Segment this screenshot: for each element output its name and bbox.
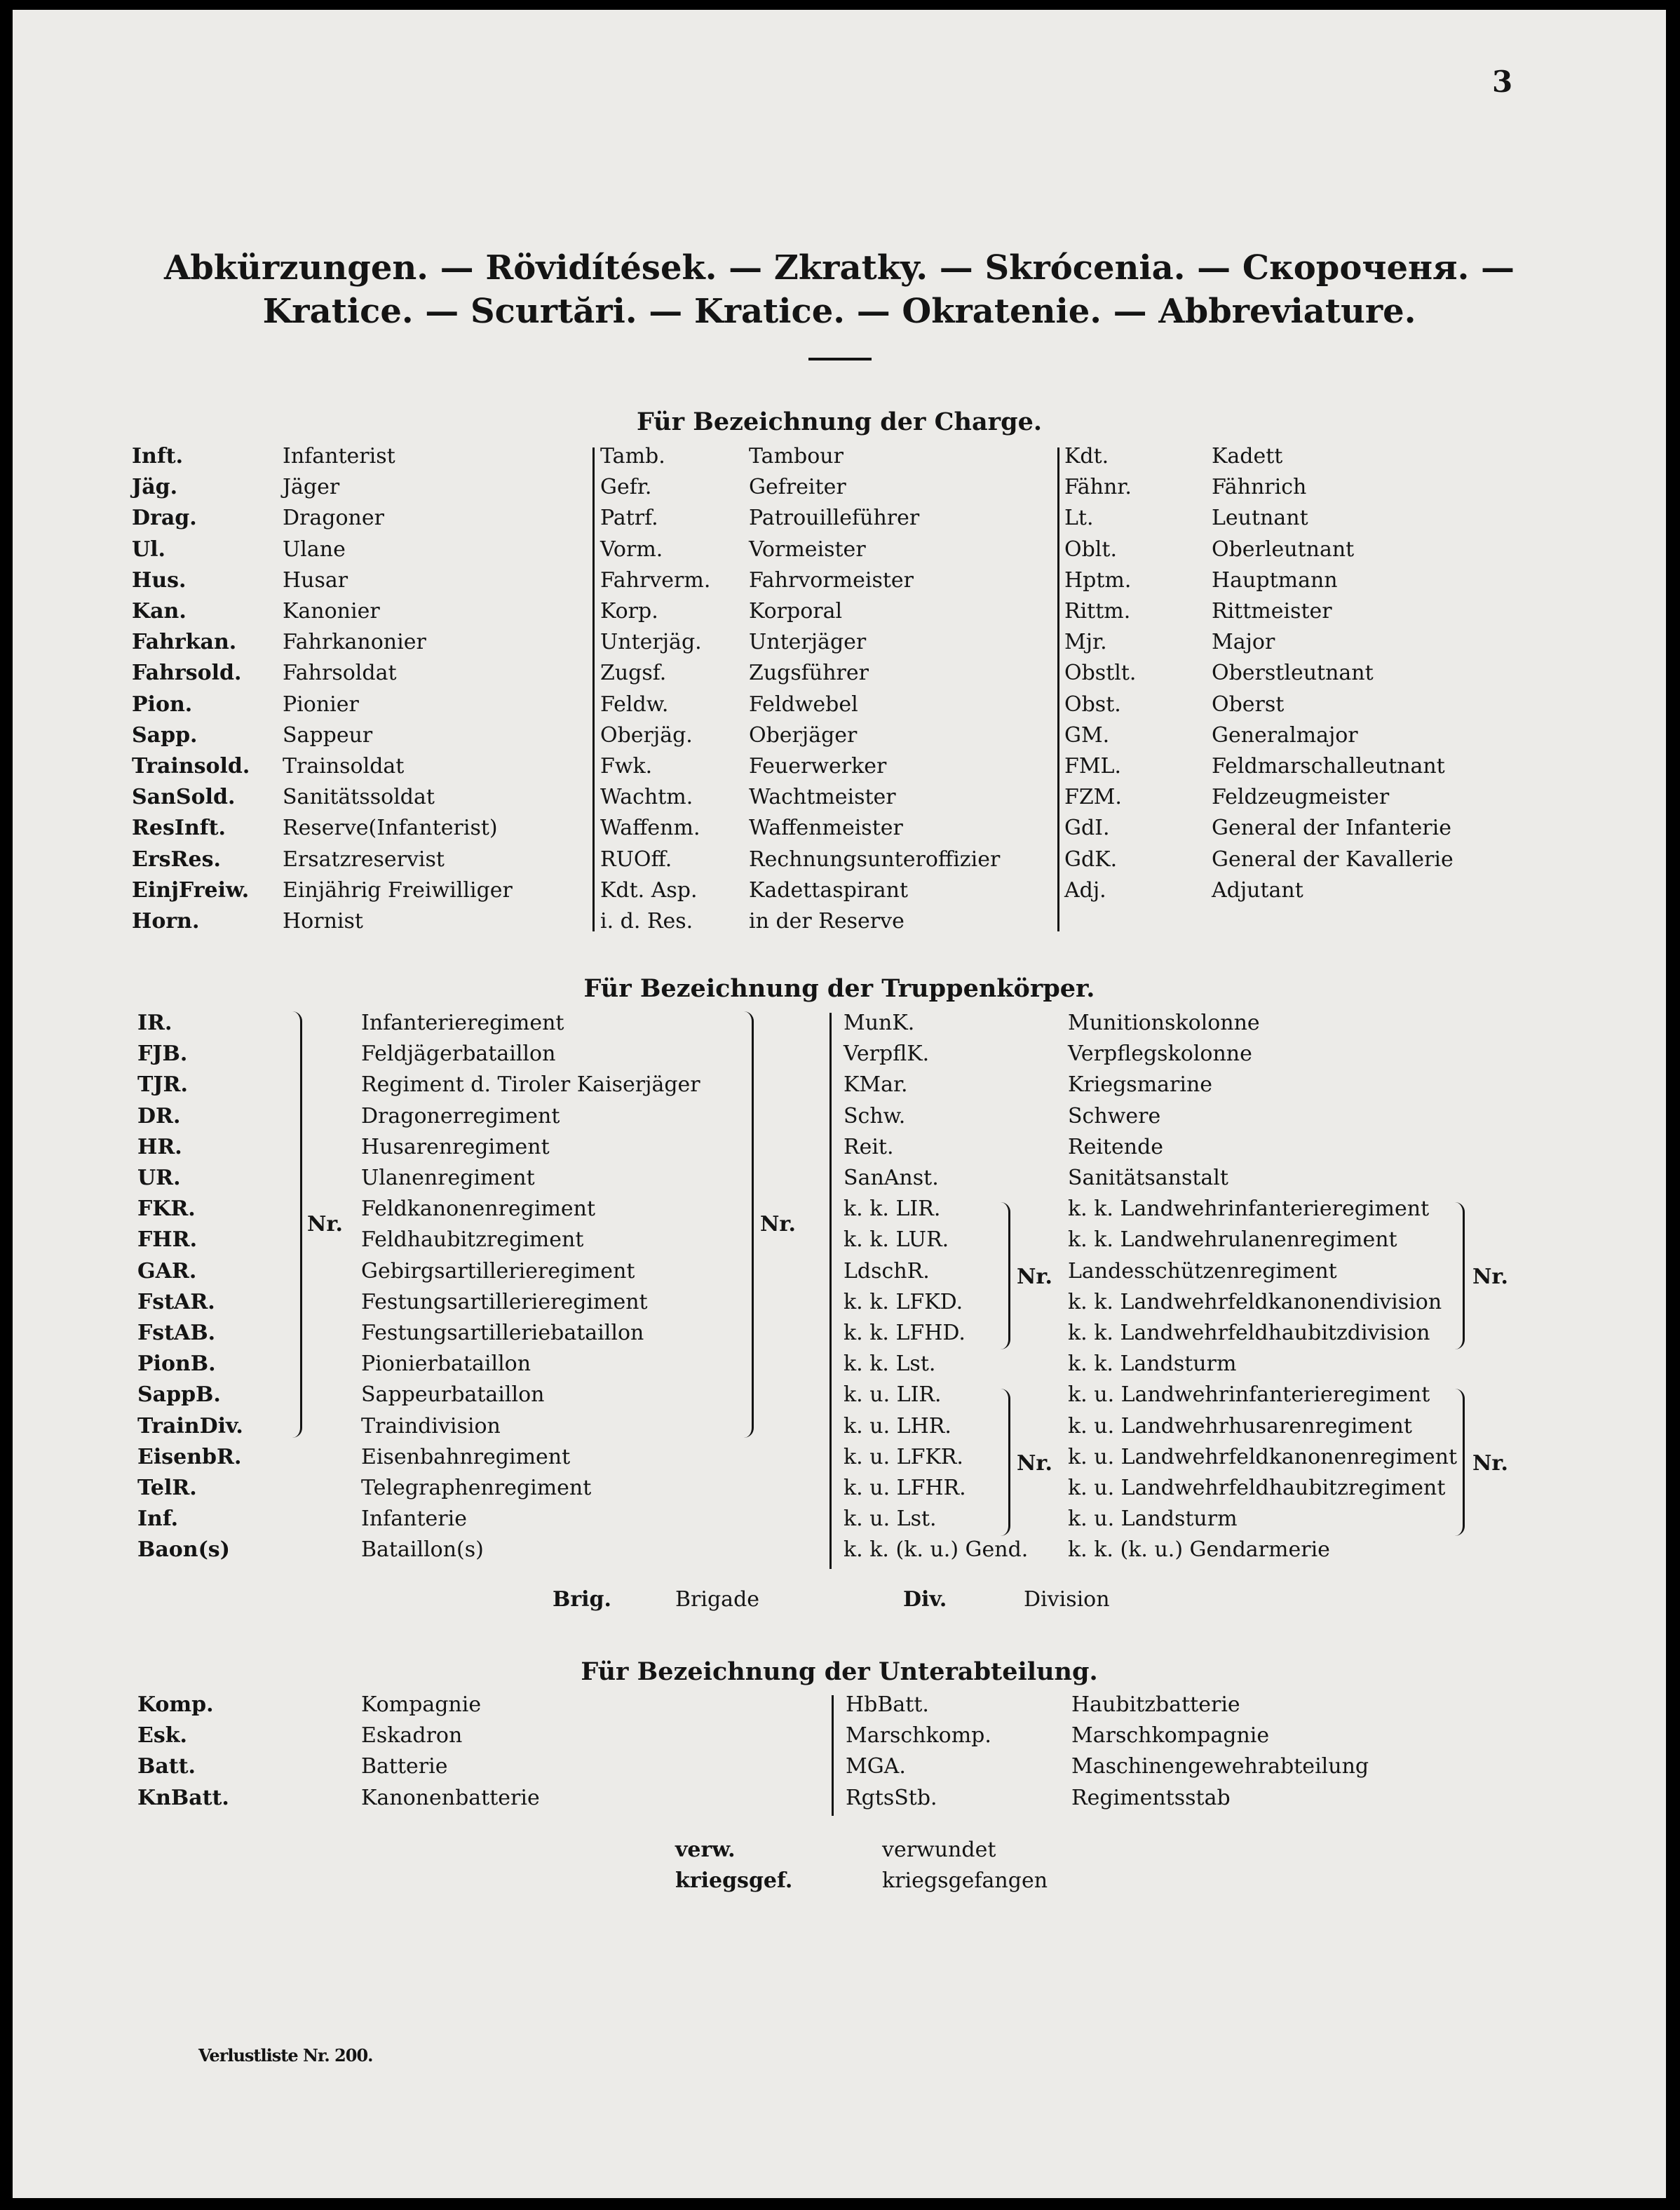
meaning: Kadettaspirant	[749, 877, 909, 903]
meaning: Oberjäger	[749, 722, 858, 748]
unter-heading: Für Bezeichnung der Unterabteilung.	[581, 1657, 1098, 1686]
abbreviation: Reit.	[844, 1134, 894, 1159]
meaning: Festungsartilleriebataillon	[361, 1321, 644, 1345]
meaning: Fähnrich	[1212, 475, 1307, 500]
meaning: Bataillon(s)	[361, 1537, 484, 1563]
abbreviation: FJB.	[137, 1042, 188, 1067]
meaning: Maschinengewehrabteilung	[1071, 1754, 1369, 1779]
abbreviation: Tamb.	[600, 444, 665, 469]
meaning: Eisenbahnregiment	[361, 1444, 571, 1469]
meaning: Unterjäger	[749, 630, 867, 655]
meaning: Feldkanonenregiment	[361, 1197, 596, 1222]
abbreviation: Oblt.	[1064, 537, 1117, 562]
abbreviation: Lt.	[1064, 506, 1094, 531]
meaning: Pionier	[283, 692, 359, 717]
meaning: Regimentsstab	[1071, 1785, 1231, 1810]
abbreviation: LdschR.	[844, 1258, 930, 1283]
meaning: Jäger	[283, 475, 340, 500]
abbreviation: k. k. LFHD.	[844, 1321, 966, 1345]
abbreviation: MGA.	[846, 1754, 906, 1779]
nr-label: Nr.	[307, 1212, 343, 1237]
abbreviation: Hptm.	[1064, 567, 1132, 593]
meaning: Infanterieregiment	[361, 1011, 564, 1035]
abbreviation: EinjFreiw.	[132, 877, 250, 903]
abbreviation: Batt.	[137, 1754, 196, 1779]
abbreviation: FstAR.	[137, 1289, 215, 1314]
meaning: Major	[1212, 630, 1275, 655]
abbreviation: k. u. LHR.	[844, 1413, 951, 1438]
abbreviation: TrainDiv.	[137, 1413, 243, 1438]
meaning: Kanonier	[283, 599, 380, 624]
abbreviation: SanAnst.	[844, 1166, 939, 1190]
abbreviation: SappB.	[137, 1382, 221, 1408]
abbreviation: k. u. LIR.	[844, 1382, 942, 1408]
truppen-heading: Für Bezeichnung der Truppenkörper.	[583, 974, 1095, 1003]
abbreviation: k. u. LFHR.	[844, 1476, 966, 1500]
abbreviation: HR.	[137, 1134, 182, 1159]
abbreviation: IR.	[137, 1011, 172, 1035]
abbreviation: k. u. Lst.	[844, 1507, 937, 1532]
meaning: Munitionskolonne	[1068, 1011, 1260, 1035]
abbreviation: UR.	[137, 1166, 181, 1190]
nr-label: Nr.	[760, 1212, 796, 1237]
abbreviation: KnBatt.	[137, 1785, 229, 1810]
meaning: Leutnant	[1212, 506, 1308, 531]
meaning: Ulane	[283, 537, 346, 562]
meaning: Husar	[283, 567, 348, 593]
abbreviation: Adj.	[1064, 877, 1106, 903]
abbreviation: Obst.	[1064, 692, 1121, 717]
abbreviation: SanSold.	[132, 785, 236, 810]
meaning: Feldjägerbataillon	[361, 1042, 556, 1067]
abbreviation: Fahrsold.	[132, 661, 242, 686]
abbreviation: k. u. LFKR.	[844, 1444, 963, 1469]
meaning: k. u. Landwehrhusarenregiment	[1068, 1413, 1412, 1438]
abbreviation: k. k. (k. u.) Gend.	[844, 1537, 1029, 1563]
abbreviation: Zugsf.	[600, 661, 667, 686]
meaning: k. k. Landsturm	[1068, 1352, 1237, 1377]
meaning: verwundet	[882, 1838, 996, 1862]
abbreviation: GdI.	[1064, 816, 1110, 841]
meaning: Sanitätsanstalt	[1068, 1166, 1228, 1190]
abbreviation: Vorm.	[600, 537, 663, 562]
meaning: Brigade	[675, 1587, 760, 1612]
abbreviation: Kan.	[132, 599, 187, 624]
column-divider	[829, 1013, 832, 1569]
abbreviation: Feldw.	[600, 692, 669, 717]
meaning: Sanitätssoldat	[283, 785, 435, 810]
meaning: Oberst	[1212, 692, 1285, 717]
abbreviation: Trainsold.	[132, 754, 250, 779]
meaning: Sappeur	[283, 722, 373, 748]
abbreviation: k. k. LUR.	[844, 1227, 949, 1253]
footer-note: Verlustliste Nr. 200.	[198, 2045, 373, 2066]
column-divider	[1057, 447, 1059, 931]
brace	[743, 1011, 754, 1438]
abbreviation: k. k. LFKD.	[844, 1289, 963, 1314]
meaning: Infanterist	[283, 444, 395, 469]
abbreviation: EisenbR.	[137, 1444, 242, 1469]
meaning: Vormeister	[749, 537, 866, 562]
abbreviation: Schw.	[844, 1103, 906, 1128]
meaning: Tambour	[749, 444, 844, 469]
meaning: Eskadron	[361, 1723, 463, 1749]
nr-label: Nr.	[1017, 1265, 1052, 1289]
abbreviation: Obstlt.	[1064, 661, 1137, 686]
meaning: Patrouilleführer	[749, 506, 920, 531]
meaning: Gebirgsartillerieregiment	[361, 1258, 635, 1283]
charge-heading: Für Bezeichnung der Charge.	[636, 407, 1043, 436]
meaning: Fahrvormeister	[749, 567, 914, 593]
meaning: Kompagnie	[361, 1692, 482, 1717]
meaning: Hauptmann	[1212, 567, 1338, 593]
meaning: k. k. Landwehrfeldhaubitzdivision	[1068, 1321, 1430, 1345]
title-divider	[808, 358, 872, 361]
abbreviation: Wachtm.	[600, 785, 693, 810]
abbreviation: TelR.	[137, 1476, 197, 1500]
abbreviation: RUOff.	[600, 847, 672, 872]
brace	[1000, 1389, 1010, 1536]
abbreviation: MunK.	[844, 1011, 915, 1035]
brace	[1000, 1202, 1010, 1349]
abbreviation: FZM.	[1064, 785, 1122, 810]
brace	[292, 1011, 302, 1438]
meaning: k. k. Landwehrinfanterieregiment	[1068, 1197, 1430, 1222]
abbreviation: FHR.	[137, 1227, 198, 1253]
abbreviation: FML.	[1064, 754, 1121, 779]
abbreviation: Inf.	[137, 1507, 179, 1532]
meaning: Dragoner	[283, 506, 384, 531]
meaning: k. k. Landwehrfeldkanonendivision	[1068, 1289, 1442, 1314]
meaning: kriegsgefangen	[882, 1868, 1048, 1893]
abbreviation: k. k. LIR.	[844, 1197, 941, 1222]
meaning: Dragonerregiment	[361, 1103, 560, 1128]
meaning: Pionierbataillon	[361, 1352, 531, 1377]
meaning: General der Kavallerie	[1212, 847, 1454, 872]
meaning: Marschkompagnie	[1071, 1723, 1270, 1749]
brace	[1454, 1389, 1465, 1536]
abbreviation: verw.	[675, 1838, 736, 1862]
abbreviation: HbBatt.	[846, 1692, 929, 1717]
meaning: k. u. Landsturm	[1068, 1507, 1238, 1532]
abbreviation: Fähnr.	[1064, 475, 1132, 500]
meaning: Traindivision	[361, 1413, 501, 1438]
abbreviation: Kdt.	[1064, 444, 1109, 469]
meaning: Rittmeister	[1212, 599, 1332, 624]
meaning: Haubitzbatterie	[1071, 1692, 1240, 1717]
meaning: Batterie	[361, 1754, 448, 1779]
document-page	[13, 10, 1666, 2198]
meaning: Telegraphenregiment	[361, 1476, 592, 1500]
abbreviation: Gefr.	[600, 475, 652, 500]
meaning: Sappeurbataillon	[361, 1382, 545, 1408]
meaning: k. u. Landwehrinfanterieregiment	[1068, 1382, 1430, 1408]
meaning: Rechnungsunteroffizier	[749, 847, 1001, 872]
abbreviation: ErsRes.	[132, 847, 221, 872]
abbreviation: Kdt. Asp.	[600, 877, 698, 903]
abbreviation: Brig.	[553, 1587, 611, 1612]
page-title-line-1: Abkürzungen. — Rövidítések. — Zkratky. — Skrócenia. — Скороченя. —	[163, 248, 1515, 288]
meaning: Ulanenregiment	[361, 1166, 535, 1190]
meaning: Feldzeugmeister	[1212, 785, 1390, 810]
abbreviation: Waffenm.	[600, 816, 700, 841]
abbreviation: Horn.	[132, 909, 200, 934]
meaning: Kanonenbatterie	[361, 1785, 540, 1810]
abbreviation: Fahrverm.	[600, 567, 711, 593]
meaning: Fahrkanonier	[283, 630, 426, 655]
meaning: Oberstleutnant	[1212, 661, 1374, 686]
meaning: Festungsartillerieregiment	[361, 1289, 648, 1314]
meaning: Reitende	[1068, 1134, 1164, 1159]
meaning: Fahrsoldat	[283, 661, 397, 686]
abbreviation: k. k. Lst.	[844, 1352, 936, 1377]
meaning: Oberleutnant	[1212, 537, 1355, 562]
page-number: 3	[1492, 65, 1513, 99]
abbreviation: FKR.	[137, 1197, 196, 1222]
abbreviation: kriegsgef.	[675, 1868, 793, 1893]
meaning: Infanterie	[361, 1507, 467, 1532]
meaning: Waffenmeister	[749, 816, 903, 841]
meaning: Generalmajor	[1212, 722, 1358, 748]
meaning: Schwere	[1068, 1103, 1161, 1128]
abbreviation: Korp.	[600, 599, 658, 624]
meaning: Feldmarschalleutnant	[1212, 754, 1445, 779]
abbreviation: Fahrkan.	[132, 630, 237, 655]
abbreviation: Sapp.	[132, 722, 198, 748]
abbreviation: Komp.	[137, 1692, 214, 1717]
meaning: Feldhaubitzregiment	[361, 1227, 584, 1253]
abbreviation: Drag.	[132, 506, 197, 531]
meaning: Adjutant	[1212, 877, 1303, 903]
abbreviation: TJR.	[137, 1072, 188, 1098]
meaning: Kadett	[1212, 444, 1283, 469]
abbreviation: Jäg.	[132, 475, 178, 500]
meaning: Reserve(Infanterist)	[283, 816, 498, 841]
meaning: Einjährig Freiwilliger	[283, 877, 513, 903]
abbreviation: Oberjäg.	[600, 722, 693, 748]
meaning: k. u. Landwehrfeldkanonenregiment	[1068, 1444, 1458, 1469]
abbreviation: Rittm.	[1064, 599, 1131, 624]
abbreviation: Baon(s)	[137, 1537, 230, 1563]
abbreviation: PionB.	[137, 1352, 216, 1377]
nr-label: Nr.	[1472, 1451, 1508, 1476]
abbreviation: KMar.	[844, 1072, 908, 1098]
meaning: Regiment d. Tiroler Kaiserjäger	[361, 1072, 700, 1098]
abbreviation: FstAB.	[137, 1321, 216, 1345]
meaning: General der Infanterie	[1212, 816, 1451, 841]
meaning: Korporal	[749, 599, 843, 624]
abbreviation: Div.	[903, 1587, 947, 1612]
meaning: Landesschützenregiment	[1068, 1258, 1337, 1283]
abbreviation: i. d. Res.	[600, 909, 693, 934]
meaning: k. u. Landwehrfeldhaubitzregiment	[1068, 1476, 1446, 1500]
abbreviation: VerpflK.	[844, 1042, 930, 1067]
meaning: Husarenregiment	[361, 1134, 550, 1159]
meaning: Wachtmeister	[749, 785, 896, 810]
abbreviation: Ul.	[132, 537, 166, 562]
meaning: Gefreiter	[749, 475, 846, 500]
page-title-line-2: Kratice. — Scurtări. — Kratice. — Okratenie. — Abbreviature.	[262, 292, 1416, 331]
abbreviation: Esk.	[137, 1723, 187, 1749]
abbreviation: Unterjäg.	[600, 630, 702, 655]
abbreviation: Hus.	[132, 567, 187, 593]
nr-label: Nr.	[1472, 1265, 1508, 1289]
meaning: Zugsführer	[749, 661, 869, 686]
meaning: Verpflegskolonne	[1068, 1042, 1252, 1067]
abbreviation: Fwk.	[600, 754, 653, 779]
meaning: Division	[1024, 1587, 1110, 1612]
column-divider	[592, 447, 595, 931]
nr-label: Nr.	[1017, 1451, 1052, 1476]
abbreviation: RgtsStb.	[846, 1785, 937, 1810]
brace	[1454, 1202, 1465, 1349]
abbreviation: Pion.	[132, 692, 193, 717]
meaning: k. k. Landwehrulanenregiment	[1068, 1227, 1397, 1253]
meaning: Feldwebel	[749, 692, 858, 717]
meaning: Hornist	[283, 909, 363, 934]
meaning: in der Reserve	[749, 909, 905, 934]
meaning: Ersatzreservist	[283, 847, 445, 872]
meaning: Trainsoldat	[283, 754, 405, 779]
meaning: Feuerwerker	[749, 754, 887, 779]
abbreviation: Marschkomp.	[846, 1723, 991, 1749]
abbreviation: Patrf.	[600, 506, 658, 531]
abbreviation: Inft.	[132, 444, 184, 469]
abbreviation: GM.	[1064, 722, 1110, 748]
abbreviation: DR.	[137, 1103, 181, 1128]
abbreviation: GdK.	[1064, 847, 1118, 872]
abbreviation: Mjr.	[1064, 630, 1107, 655]
abbreviation: ResInft.	[132, 816, 226, 841]
meaning: Kriegsmarine	[1068, 1072, 1213, 1098]
abbreviation: GAR.	[137, 1258, 197, 1283]
column-divider	[832, 1695, 834, 1816]
meaning: k. k. (k. u.) Gendarmerie	[1068, 1537, 1330, 1563]
